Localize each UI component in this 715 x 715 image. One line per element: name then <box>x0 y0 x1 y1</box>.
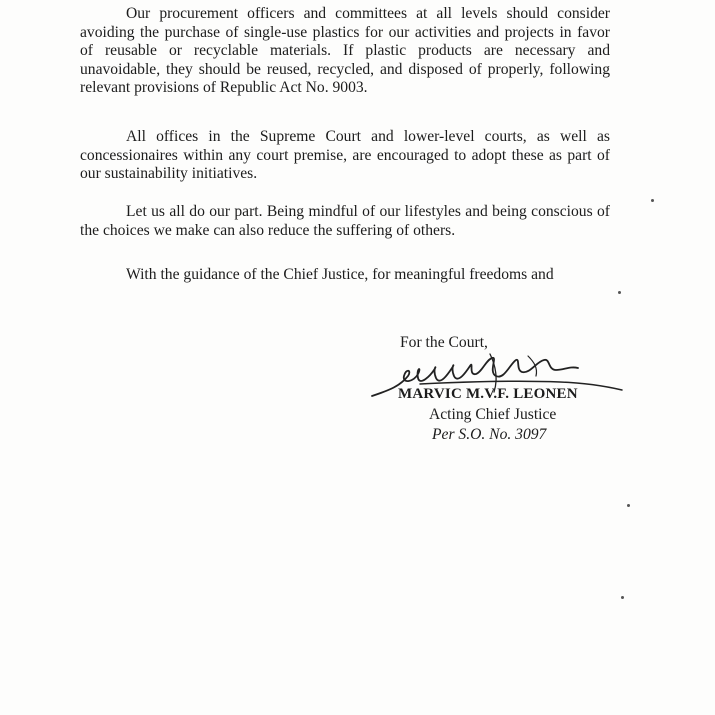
paragraph-offices <box>80 128 610 184</box>
scan-speck <box>621 596 624 599</box>
paragraph-line: concessionaires within any court premise, are encouraged to adopt these as part of <box>80 146 610 164</box>
scan-speck <box>627 504 630 507</box>
paragraph-line: relevant provisions of Republic Act No. 9003. <box>80 79 368 97</box>
paragraph-line: unavoidable, they should be reused, recycled, and disposed of properly, following <box>80 60 610 78</box>
paragraph-line: With the guidance of the Chief Justice, for meaningful freedoms and <box>126 266 554 283</box>
special-order-reference: Per S.O. No. 3097 <box>432 426 547 443</box>
scan-speck <box>618 291 621 294</box>
paragraph-line: avoiding the purchase of single-use plastics for our activities and projects in favor <box>80 23 610 41</box>
paragraph-do-our-part <box>80 203 610 240</box>
paragraph-line: All offices in the Supreme Court and lower-level courts, as well as <box>126 128 610 145</box>
paragraph-procurement <box>80 5 610 98</box>
paragraph-line: our sustainability initiatives. <box>80 165 258 183</box>
closing-salutation: For the Court, <box>400 334 488 351</box>
paragraph-line: Let us all do our part. Being mindful of our lifestyles and being conscious of <box>126 203 610 220</box>
signer-name: MARVIC M.V.F. LEONEN <box>398 386 578 402</box>
signer-title: Acting Chief Justice <box>429 406 557 423</box>
paragraph-line: Our procurement officers and committees at all levels should consider <box>126 5 610 22</box>
scan-speck <box>651 199 654 202</box>
paragraph-guidance <box>80 266 610 285</box>
signature-block <box>360 330 640 450</box>
paragraph-line: the choices we make can also reduce the suffering of others. <box>80 221 456 239</box>
paragraph-line: of reusable or recyclable materials. If plastic products are necessary and <box>80 42 610 60</box>
